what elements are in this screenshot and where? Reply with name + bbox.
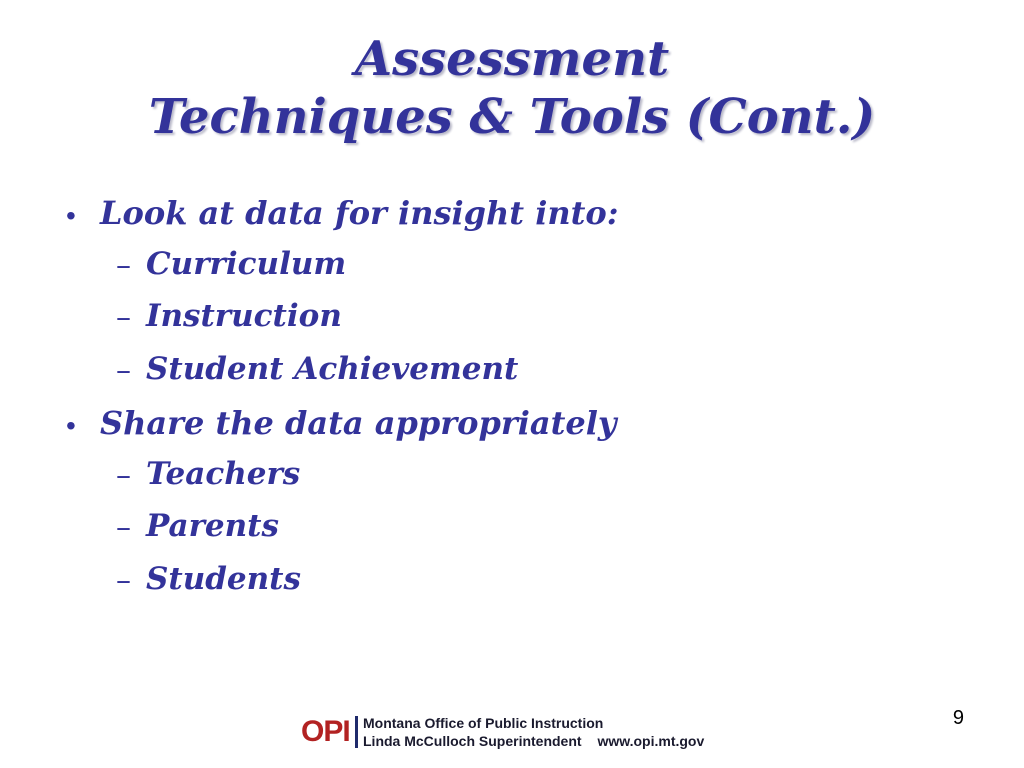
superintendent-name: Linda McCulloch Superintendent xyxy=(363,733,582,749)
slide-title-line-1: Assessment xyxy=(354,31,670,87)
sub-bullet-item: Parents xyxy=(146,508,279,544)
website-link[interactable]: www.opi.mt.gov xyxy=(597,733,705,749)
dash-icon: – xyxy=(116,563,131,598)
sub-bullet-item: Teachers xyxy=(146,456,301,492)
sub-bullet-item: Student Achievement xyxy=(146,351,519,387)
footer-subline xyxy=(363,732,704,750)
dash-icon: – xyxy=(116,300,131,335)
dash-icon: – xyxy=(116,248,131,283)
sub-bullet-item: Instruction xyxy=(146,298,342,334)
bullet-icon: • xyxy=(66,410,76,441)
footer-text xyxy=(363,714,704,750)
bullet-icon: • xyxy=(66,200,76,231)
opi-logo: OPI xyxy=(301,715,350,748)
sub-bullet-item: Curriculum xyxy=(146,246,347,282)
bullet-item: Share the data appropriately xyxy=(100,404,617,442)
dash-icon: – xyxy=(116,458,131,493)
org-name: Montana Office of Public Instruction xyxy=(363,715,604,731)
logo-divider xyxy=(355,716,358,748)
dash-icon: – xyxy=(116,510,131,545)
dash-icon: – xyxy=(116,353,131,388)
bullet-item: Look at data for insight into: xyxy=(100,194,619,232)
slide-number: 9 xyxy=(952,707,964,729)
slide-title-line-2: Techniques & Tools (Cont.) xyxy=(148,89,876,145)
sub-bullet-item: Students xyxy=(146,561,301,597)
